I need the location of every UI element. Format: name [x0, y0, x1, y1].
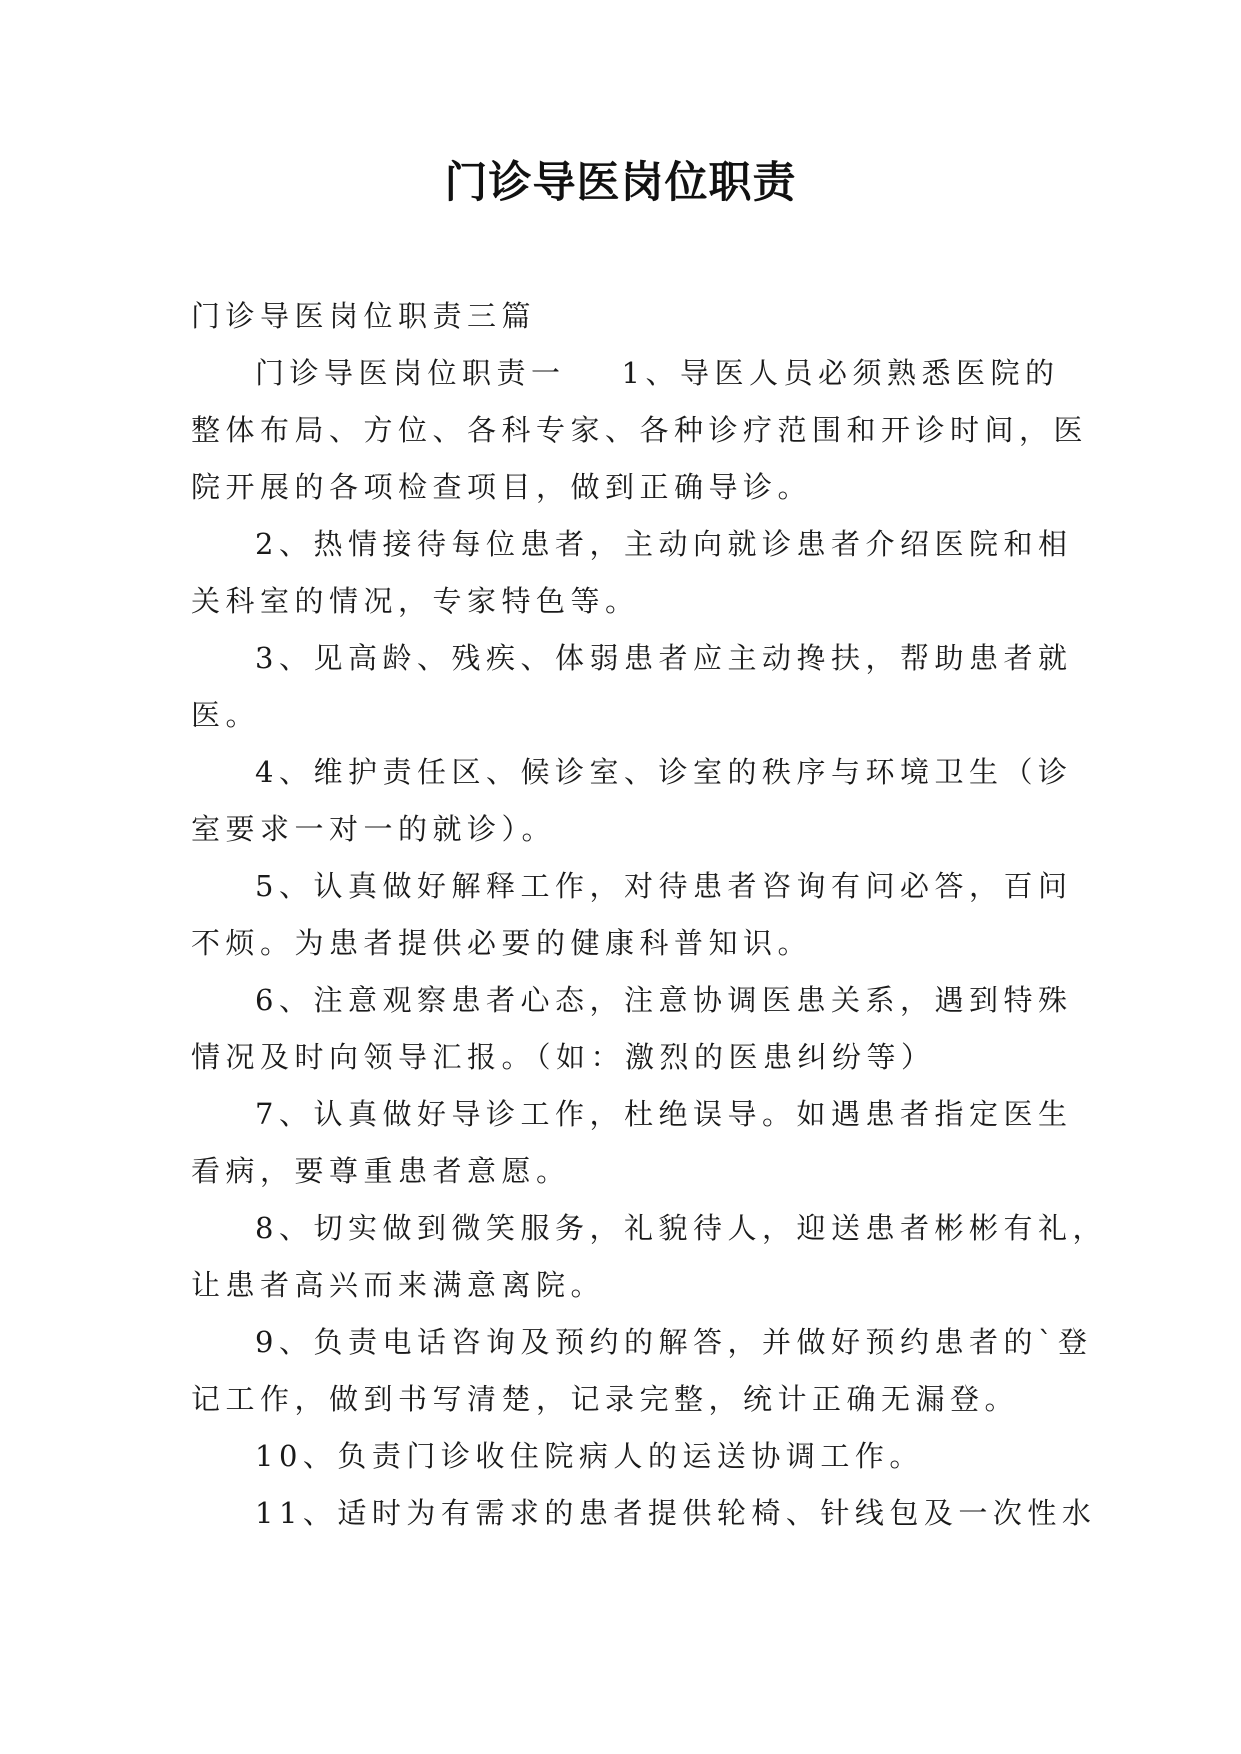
item-7-line-1: 7、认真做好导诊工作，杜绝误导。如遇患者指定医生 — [255, 1097, 1073, 1131]
item-6-line-2: 情况及时向领导汇报。（如：激烈的医患纠纷等） — [191, 1040, 936, 1074]
item-3-line-2: 医。 — [191, 698, 261, 732]
item-1-line-1: 1、导医人员必须熟悉医院的 — [621, 356, 1060, 390]
paragraph-1-line-1 — [191, 345, 1061, 402]
document-title: 门诊导医岗位职责 — [444, 158, 797, 208]
item-2-line-1: 2、热情接待每位患者，主动向就诊患者介绍医院和相 — [255, 527, 1073, 561]
item-4-line-2: 室要求一对一的就诊）。 — [191, 812, 557, 846]
item-9-line-2: 记工作，做到书写清楚，记录完整，统计正确无漏登。 — [191, 1382, 1020, 1416]
document-subtitle: 门诊导医岗位职责三篇 — [191, 299, 537, 333]
item-10-line-1: 10、负责门诊收住院病人的运送协调工作。 — [255, 1439, 924, 1473]
item-6-line-1: 6、注意观察患者心态，注意协调医患关系，遇到特殊 — [255, 983, 1073, 1017]
item-7-line-2: 看病，要尊重患者意愿。 — [191, 1154, 571, 1188]
item-1-line-3: 院开展的各项检查项目，做到正确导诊。 — [191, 470, 813, 504]
item-5-line-1: 5、认真做好解释工作，对待患者咨询有问必答，百问 — [255, 869, 1073, 903]
item-8-line-1: 8、切实做到微笑服务，礼貌待人，迎送患者彬彬有礼， — [255, 1211, 1107, 1245]
item-2-line-2: 关科室的情况，专家特色等。 — [191, 584, 640, 618]
section-heading: 门诊导医岗位职责一 — [255, 356, 566, 390]
item-3-line-1: 3、见高龄、残疾、体弱患者应主动搀扶，帮助患者就 — [255, 641, 1073, 675]
item-5-line-2: 不烦。为患者提供必要的健康科普知识。 — [191, 926, 813, 960]
item-9-line-1: 9、负责电话咨询及预约的解答，并做好预约患者的`登 — [255, 1325, 1093, 1359]
item-4-line-1: 4、维护责任区、候诊室、诊室的秩序与环境卫生（诊 — [255, 755, 1073, 789]
item-1-line-2: 整体布局、方位、各科专家、各种诊疗范围和开诊时间，医 — [191, 413, 1089, 447]
item-8-line-2: 让患者高兴而来满意离院。 — [191, 1268, 606, 1302]
document-body — [191, 288, 1107, 1542]
item-11-line-1: 11、适时为有需求的患者提供轮椅、针线包及一次性水 — [255, 1496, 1097, 1530]
